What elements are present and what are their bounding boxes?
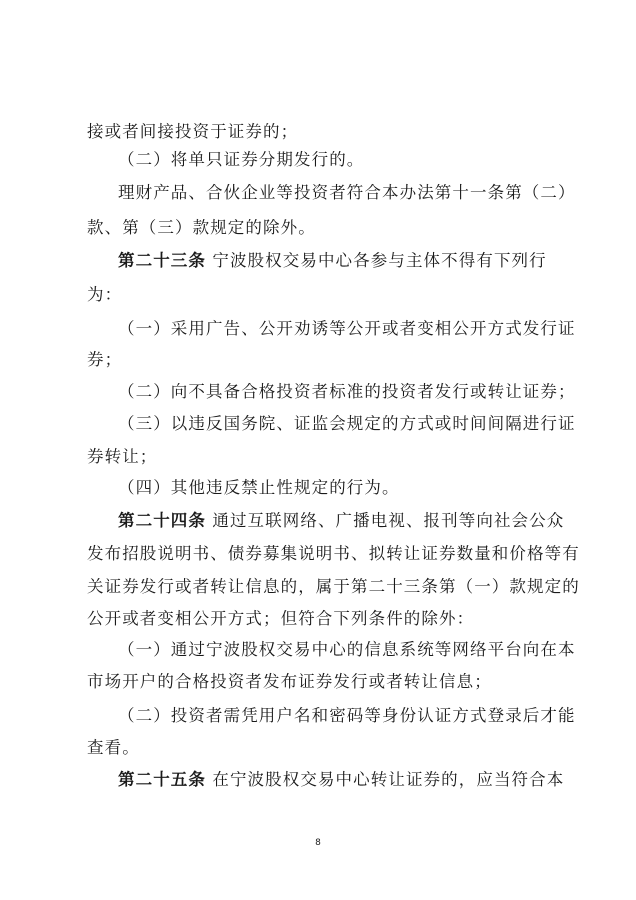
text-line: 关证券发行或者转让信息的，属于第二十三条第（一）款规定的 — [87, 577, 580, 596]
text-line: 公开或者变相公开方式；但符合下列条件的除外： — [87, 609, 475, 628]
text-line: 券转让； — [87, 447, 158, 466]
text-line: （一）采用广告、公开劝诱等公开或者变相公开方式发行证 — [118, 319, 576, 338]
article-23-paragraph — [118, 251, 558, 271]
article-24-paragraph — [118, 511, 565, 531]
text-line: （三）以违反国务院、证监会规定的方式或时间间隔进行证 — [118, 414, 576, 433]
text-line: 理财产品、合伙企业等投资者符合本办法第十一条第（二） — [118, 183, 576, 202]
text-line: 款、第（三）款规定的除外。 — [87, 218, 316, 237]
text-line: （二）投资者需凭用户名和密码等身份认证方式登录后才能 — [118, 706, 576, 725]
text-line: 接或者间接投资于证券的； — [87, 122, 299, 141]
text-line: 发布招股说明书、债券募集说明书、拟转让证券数量和价格等有 — [87, 544, 580, 563]
text-line: 查看。 — [87, 738, 140, 757]
text-line: 市场开户的合格投资者发布证券发行或者转让信息； — [87, 672, 492, 691]
article-text: 在宁波股权交易中心转让证券的，应当符合本 — [212, 770, 565, 789]
article-text: 宁波股权交易中心各参与主体不得有下列行 — [212, 251, 547, 270]
text-line: 为： — [87, 285, 123, 304]
page-number: 8 — [315, 838, 321, 848]
text-line: 券； — [87, 350, 123, 369]
text-line: （二）将单只证券分期发行的。 — [118, 150, 365, 169]
text-line: （二）向不具备合格投资者标准的投资者发行或转让证券； — [118, 382, 576, 401]
article-text: 通过互联网络、广播电视、报刊等向社会公众 — [212, 511, 565, 530]
article-25-paragraph — [118, 770, 565, 790]
text-line: （一）通过宁波股权交易中心的信息系统等网络平台向在本 — [118, 640, 576, 659]
text-line: （四）其他违反禁止性规定的行为。 — [118, 478, 400, 497]
article-heading: 第二十四条 — [118, 511, 206, 530]
article-heading: 第二十三条 — [118, 251, 206, 270]
article-heading: 第二十五条 — [118, 770, 206, 789]
